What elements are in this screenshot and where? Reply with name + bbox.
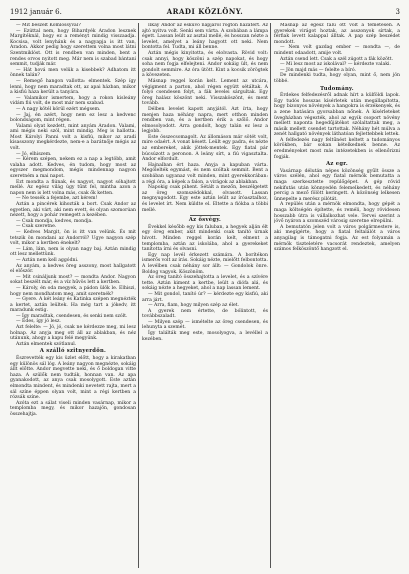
header-rule xyxy=(10,19,400,20)
article-paragraph: — Jó, elhiszem. xyxy=(16,151,52,157)
article-paragraph: — Lám, lám, nem is olyan nagy baj. Aztán mindig ott lesz mellettünk. xyxy=(10,246,136,258)
article-paragraph: Délben levelet kapott anyjától. Azt írta, hogy menjen haza néhány napra, mert otthon minden rendben van, és a kertben érik a szőlő. Andor elmosolyodott. Arra gondolt, hogy talán ez lesz a legjobb. xyxy=(142,106,268,135)
article-paragraph: Aztán elmentek szótlanul. xyxy=(16,341,77,347)
article-paragraph: — Így maradtak, csendesen, és senki nem szólt. xyxy=(16,313,128,319)
article-paragraph: Egy nap levél érkezett számára. A borítékon ismerős volt az írás. Sokáig nézte, mielőtt felbontotta. A levélben csak néhány sor állt: — Gondolok önre. Boldog vagyok. Köszönöm. xyxy=(142,252,268,275)
article-paragraph: — Hát hová men velük a kisebbek? Adhatom itt önnek talán? xyxy=(10,67,136,79)
article-paragraph: Napokig csak pihent. Sétált a mezőn, beszélgetett az öreg szomszédokkal, olvasott. Lassan megnyugodott. Egy este aztán leült az íróasztalhoz, és levelet írt. Nem küldte el. Eltette a fiókba a többi mellé. xyxy=(142,185,268,213)
article-paragraph: A gyerek nem értette, de bólintott, és továbbszaladt. xyxy=(142,308,268,320)
newspaper-title: ARADI KÖZLÖNY. xyxy=(166,7,244,16)
article-paragraph: — Mit gondol, tanító úr? — kérdezte egy kisfiú, aki arra járt. xyxy=(142,291,268,303)
article-paragraph: Az anyám, a kedves öreg asszony, most hallgatott el először. xyxy=(10,263,136,275)
article-paragraph: Ilkay Andor az esküvő napjáról rögtön hazatért. Az ajtó nyitva volt. Senki sem várta. A szobában a lámpa égett. Lassan leült az asztal mellé, és hosszan nézte a levelet, amelyet a leány hagyott ott neki. Nem bontotta fel. Tudta, mi áll benne. xyxy=(142,23,268,51)
article-paragraph: Másnap reggel korán kelt. Lement az utcára, végigment a parton, ahol régen együtt sétáltak. A folyó csendesen folyt, a fák levelei sárgultak. Egy öreg halász köszönt neki. Visszaköszönt, és ment tovább. xyxy=(142,78,268,107)
column-1 xyxy=(10,23,136,568)
article-paragraph: Évekkel később egy kis faluban, a hegyek alján élt egy öreg ember, akit mindenki csak tanító úrnak hívott. Minden reggel korán kelt, elment a templomba, aztán az iskolába, ahol a gyerekeket tanította írni és olvasni. xyxy=(142,224,268,253)
article-paragraph: Ezt mondta a fiúnak, és nagyot, nagyot sóhajtott mellé. Az egész világ úgy tűnt fel, mintha azon a napon nem is lett volna más, csak ők ketten. xyxy=(10,179,136,196)
article-paragraph: — Milyen szép — ismételte az öreg csendesen, és lehunyta a szemét. xyxy=(142,319,268,331)
column-2 xyxy=(142,23,268,568)
article-paragraph: Azóta ezt a sálat viseli minden vasárnap, mikor a templomba megy, és mikor hazajön, gondosan összehajtja. xyxy=(10,400,136,417)
article-paragraph: Másnap az egész falu ott volt a temetésen. A gyerekek virágot hoztak, az asszonyok sírtak, a férfiak levett kalappal álltak. A pap szép beszédet mondott. xyxy=(274,23,400,45)
article-paragraph: Aztán csend lett. Csak a szél zúgott a fák között. xyxy=(280,56,394,62)
article-paragraph: — Mi lesz most az iskolával? — kérdezte valaki. xyxy=(280,62,391,68)
article-paragraph: De mindenki tudta, hogy olyan, mint ő, nem jön többé. xyxy=(274,73,400,84)
article-paragraph: A repülés után a mérnök elmondta, hogy gépét a maga költségén építette, és reméli, hogy rövidesen hosszabb útra is vállalkozhat vele. Tervei szerint a jövő nyáron a szomszéd városig szeretne elrepülni. xyxy=(274,202,400,225)
article-paragraph: Valami olyat kezdett, mint anyám Aradon. Valami, ami mégis neki szól, mint mindig. Meg is hallotta. Most Károlyi Panni volt a kisfiú, mikor az aradi kisasszony megkérdezte, nem-e a barátnője mégis az volt. xyxy=(10,123,136,152)
article-paragraph: A bemutatón jelen volt a város polgármestere is, aki megígérte, hogy a fiatal feltalálót a város anyagilag is támogatni fogja. Az est folyamán a mérnök tiszteletére vacsorát rendeztek, amelyen számos felköszöntő hangzott el. xyxy=(274,224,400,253)
column-divider xyxy=(270,23,271,568)
page-number: 3 xyxy=(395,8,400,16)
article-paragraph: Észrevették egy kis üzlet előtt, hogy a kirakatban egy különös sál lóg. A leány nagyon megnézte, sokáig állt előtte. Andor megvette neki, és ő boldogan vitte haza. A szülők nem tudták, honnan van. Az apa gyanakodott, az anya csak mosolygott. Este aztán elmondta mindent, és mindenki nevetett rajta, mert a sál színe éppen olyan volt, mint a régi kertben a rózsák színe. xyxy=(10,356,136,401)
article-paragraph: — Ezúttal nem, hogy Bihardyék Aradon lesznek Margitéknál, hogy ez a reményt mindig visszaadja. Kocsisa, volt lenyhánk és a nagyapja is itt van, Aradon. Akkor pedig hogy szerettem volna most látni Szentmiklóst. Ott is rendben van minden, bent a rendes orvos nyitott meg. Már nem is szabad bántani semmit, tudják már. xyxy=(10,28,136,68)
column-3 xyxy=(274,23,400,568)
article-paragraph: — A nagy kötél körül ezért mégsem. xyxy=(16,106,101,112)
page-header xyxy=(10,6,400,18)
article-paragraph: Érdekes felfedezésről adnak hírt a külföldi lapok. Egy tudós hosszas kísérletek után megállapította, hogy bizonyos növények a hangokra is érzékenyek, és a zene hatására gyorsabban nőnek. A kísérleteket üvegházban végezték, ahol az egyik csoport növény mellett naponta hegedűjátékot szólaltattak meg, a másik mellett csendet tartottak. Néhány hét múlva a zenét hallgató növények láthatóan fejlettebbek lettek. xyxy=(274,93,400,138)
article-paragraph: — Arra, fiam, hogy milyen szép az élet. xyxy=(148,303,239,309)
article-paragraph: — Nem volt gazdag ember — mondta —, de mindent odaadott, amije volt. xyxy=(274,45,400,56)
article-paragraph: — Jön majd más — felelte a bíró. xyxy=(280,67,357,73)
article-paragraph: — Jaj, én azért, hogy nem ez lesz a kedvenc bolondságom, mint régen. xyxy=(10,112,136,124)
article-paragraph: — Csak mondja, kedves, mondja. xyxy=(16,218,93,224)
article-paragraph: Aztán a pincérek kihozták a bort. Csak Andor az egyetlen, aki várt, aki nem evett, és olyan szomorúan nézett, hogy a pohár remegett a kezében. xyxy=(10,202,136,219)
article-paragraph: — Valamikor ismertem, hogy a rokon kisleány vidám fiú volt, de most már nem szabad. xyxy=(10,95,136,107)
article-paragraph: — Ne tessék a fejembe, azt kérem! xyxy=(16,196,98,202)
article-paragraph: — Mit beszélt Komlóssyval? xyxy=(16,23,81,28)
article-paragraph: Hajnalban ért haza. Anyja a kapuban várta. Megölelték egymást, és nem szóltak semmit. Bent a szobában ugyanaz volt minden, mint gyerekkorában: a régi óra, a képek a falon, a virágok az ablakban. xyxy=(142,162,268,185)
header-date: 1912 január 6. xyxy=(10,8,62,16)
article-paragraph: Vasárnap délután népes közönség gyűlt össze a város szélén, ahol egy fiatal mérnök bemutatta a maga szerkesztette repülőgépet. A gép rövid nekifutás után könnyedén felemelkedett, és néhány percig a mező fölött keringett. A közönség lelkesen ünnepelte a merész pilótát. xyxy=(274,168,400,202)
section-heading: A szálló szitnyerdőn. xyxy=(39,348,107,355)
article-paragraph: Aztán mégis kinyitotta, és elolvasta. Rövid volt: csak annyi, hogy köszöni a szép napokat, és hogy soha nem fogja elfelejteni. Andor sokáig ült, és nem gondolt semmire. Az óra ütött. Kint a kocsik zörögtek a kövezeten. xyxy=(142,50,268,79)
article-paragraph: Így találták meg este, mosolyogva, a levéllel a kezében. xyxy=(142,331,268,342)
article-paragraph: — Kedves Margit, ön is itt van velünk. És mit tetszik ön mondani az Andorról? Ugye nagyon szép volt, mikor a kertben énekelt? xyxy=(10,229,136,247)
article-paragraph: — Remegő hangon vallotta: elmentek. Szép így lenni, hogy nem maradtak ott, az apai házban, mikor a kisfiú háza került a tanyára. xyxy=(10,78,136,96)
article-paragraph: A felfedezés nagy feltűnést keltett a tudományos körökben, bár sokan kételkednek benne. Az eredményeket most más intézetekben is ellenőrizni fogják. xyxy=(274,137,400,160)
article-paragraph: — Kérem szépen, nekem ez a nap a legtöbb, amit valaha adott. Kedves, én tudom, hogy most az egyszer megmondom, mégis mindennap nagyon szeretném a mai napot. xyxy=(10,157,136,180)
section-heading: Az ősvégy. xyxy=(188,217,222,224)
article-paragraph: — Károly, én oda megyek, a pádon ülök le. Elhiszi, hogy nem mondhatom meg, amit szeretnék? xyxy=(10,285,136,297)
article-paragraph: — Édes, így jó lesz. xyxy=(16,319,61,325)
section-heading: Az egr. xyxy=(326,161,348,168)
article-paragraph: — Gyere. A két leány és Katinka szépen megnézték a kertet, aztán leültek. Ha még tart a jókedv, itt maradunk estig. xyxy=(10,297,136,314)
article-paragraph: Az öreg tanító összehajtotta a levelet, és a szívére tette. Aztán kiment a kertbe, leült a diófa alá, és sokáig nézte a hegyeket, ahol a nap lassan lement. xyxy=(142,275,268,292)
article-paragraph: — Mit csináljunk most? — mondta Andor. Nagyon sokat beszélt már, és a víz hűvös lett a kertben. xyxy=(10,274,136,286)
column-divider xyxy=(138,23,139,568)
article-paragraph: — Csak szeretne. xyxy=(16,224,57,230)
article-paragraph: Azt felelte: — Jó, jó, csak ne kérdezze meg, mi lesz holnap. Az anyja meg ott áll az ablakban, és néz utánunk, ahogy a kapu felé megyünk. xyxy=(10,325,136,342)
article-paragraph: Este összecsomagolt. Az állomáson már sötét volt, mire odaért. A vonat késett. Leült egy padra, és nézte az embereket, akik jöttek-mentek. Egy fiatal pár búcsúzott a peronon. A leány sírt, a fiú vigasztalta. Andor elfordult. xyxy=(142,134,268,163)
article-paragraph: — Aztán nem kell aggódni. xyxy=(16,257,79,263)
section-heading: Tudomány. xyxy=(320,85,354,92)
